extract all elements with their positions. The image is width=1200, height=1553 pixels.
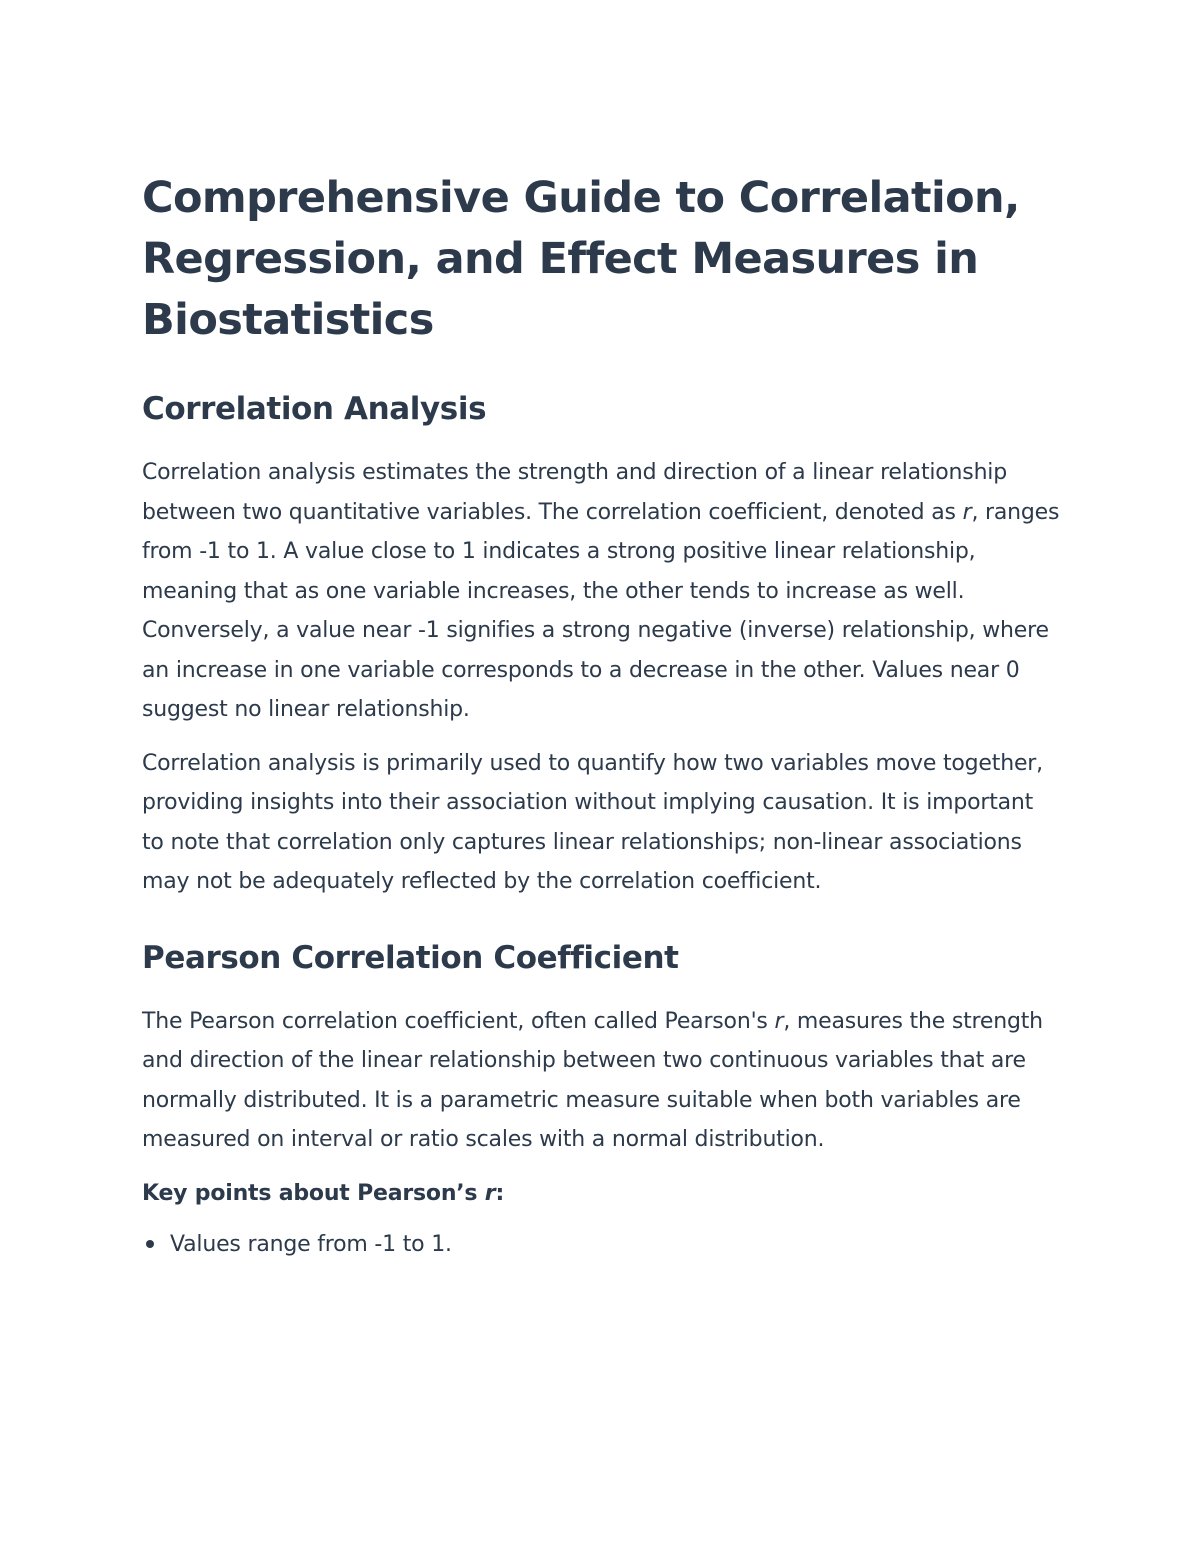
text-run: , ranges from -1 to 1. A value close to 1 indicates a strong positive linear relationship, meaning that as one variable increases, the other tends to increase as well. Conversely, a value near -1 signifies a strong negative (inverse) relationship, where an increase in one variable corresponds to a decrease in the other. Values near 0 suggest no linear relationship. [142,499,1060,722]
text-run: , measures the strength and direction of the linear relationship between two continuous variables that are normally distributed. It is a parametric measure suitable when both variables are measured on interval or ratio scales with a normal distribution. [142,1008,1043,1152]
bullet-icon [146,1240,154,1248]
text-run: : [495,1180,505,1206]
variable-r: r [774,1008,784,1034]
text-run: The Pearson correlation coefficient, often called Pearson's [142,1008,775,1034]
section-heading-correlation-analysis: Correlation Analysis [142,391,487,427]
list-item-text: Values range from -1 to 1. [170,1232,452,1257]
document-page [142,168,1060,1265]
paragraph-pearson-definition [142,1002,1060,1160]
text-run: Correlation analysis estimates the strength and direction of a linear relationship between two quantitative variables. The correlation coefficient, denoted as [142,460,1007,525]
document-title: Comprehensive Guide to Correlation, Regression, and Effect Measures in Biostatistics [142,173,1020,345]
section-heading-pearson: Pearson Correlation Coefficient [142,939,679,976]
key-points-list [142,1225,1060,1265]
text-run: Key points about Pearson’s [142,1180,485,1206]
key-points-label [142,1174,1060,1214]
variable-r: r [962,499,972,525]
paragraph-correlation-usage: Correlation analysis is primarily used to quantify how two variables move together, providing insights into their association without implying causation. It is important to note that correlation only captures linear relationships; non-linear associations may not be adequately reflected by the correlation coefficient. [142,750,1043,894]
list-item [142,1225,1060,1265]
variable-r: r [484,1180,496,1206]
paragraph-correlation-definition [142,453,1060,730]
